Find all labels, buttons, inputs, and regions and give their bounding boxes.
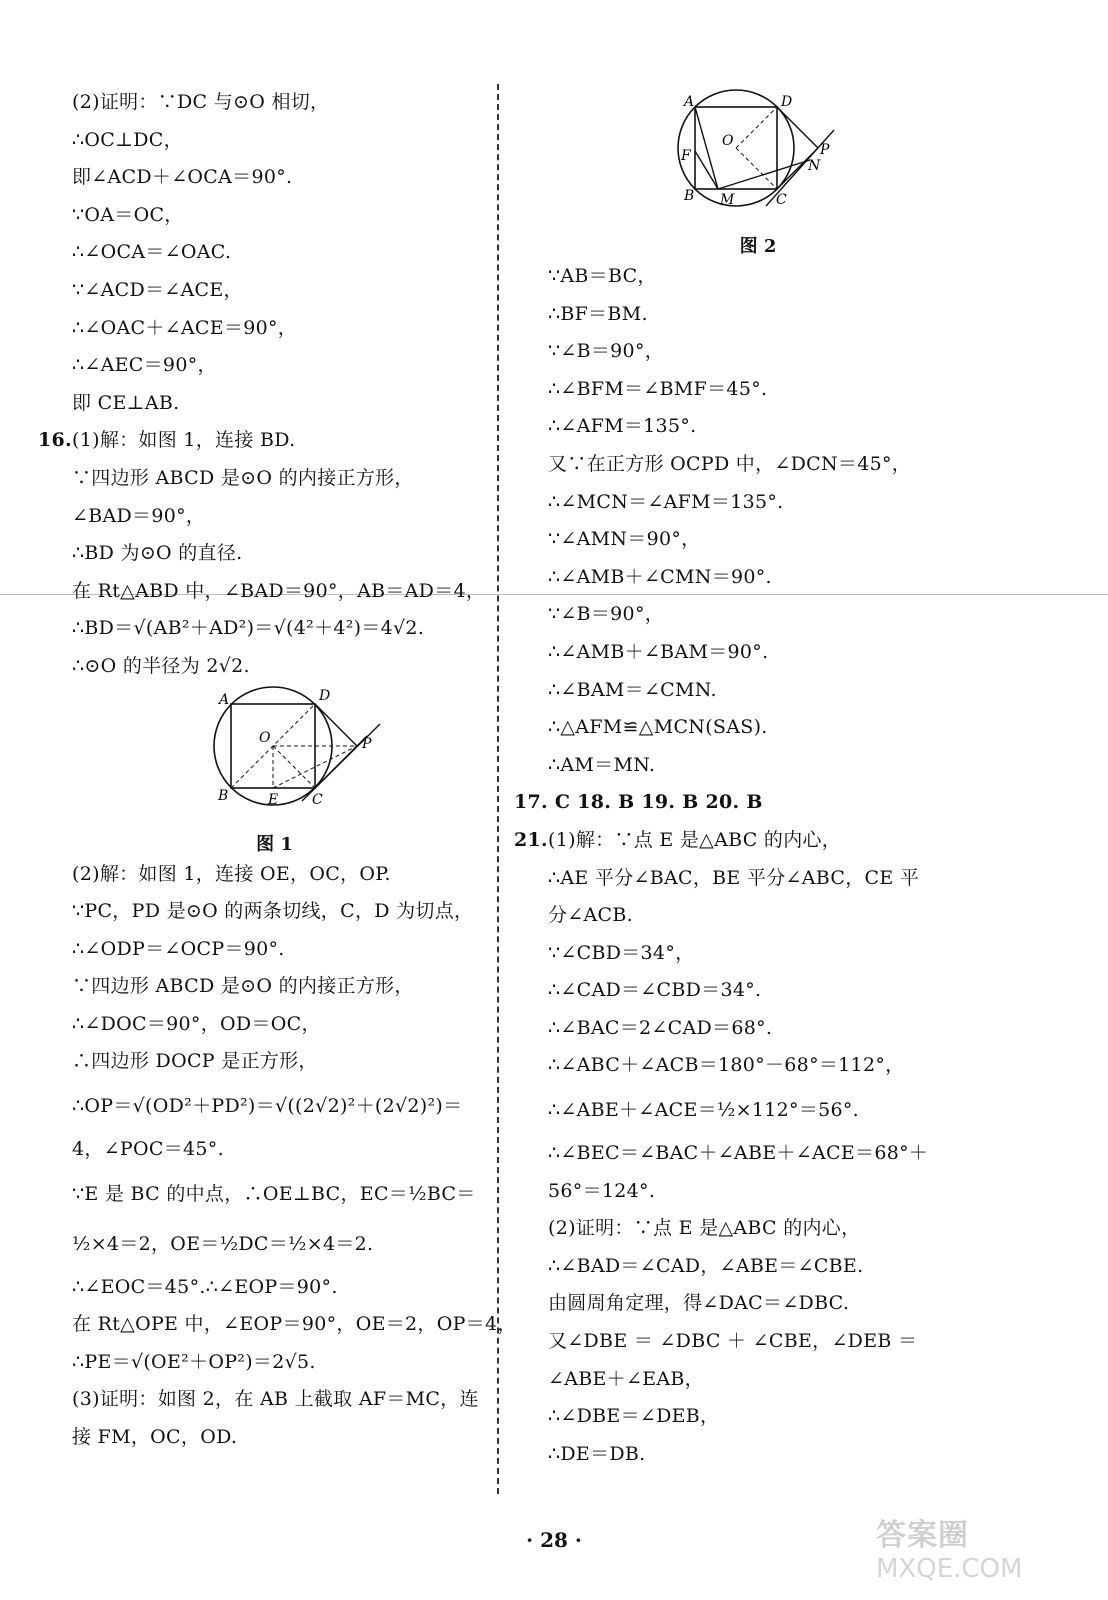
text-line: ∠ABE＋∠EAB， bbox=[548, 1367, 704, 1390]
figure-2-caption: 图 2 bbox=[739, 236, 777, 257]
text-line: 56°＝124°. bbox=[548, 1179, 656, 1202]
figure-1-caption: 图 1 bbox=[256, 833, 293, 855]
page-number: · 28 · bbox=[526, 1528, 582, 1552]
text-line: ∴∠BAC＝2∠CAD＝68°. bbox=[548, 1016, 773, 1039]
fig1-label-e: E bbox=[268, 791, 279, 808]
text-line: (1)解：∵点 E 是△ABC 的内心， bbox=[548, 828, 842, 851]
text-line: 又∠DBE ＝ ∠DBC ＋ ∠CBE，∠DEB ＝ bbox=[548, 1330, 918, 1353]
text-line: ∴AE 平分∠BAC，BE 平分∠ABC，CE 平 bbox=[548, 866, 920, 889]
text-line: ∴∠BAM＝∠CMN. bbox=[548, 678, 717, 701]
question-21-line bbox=[514, 822, 968, 860]
fig1-label-a: A bbox=[219, 691, 230, 708]
text-line: ∴PE＝√(OE²＋OP²)＝2√5. bbox=[72, 1350, 316, 1373]
fig2-label-b: B bbox=[684, 188, 695, 204]
left-column bbox=[38, 84, 517, 1457]
text-line: (3)证明：如图 2，在 AB 上截取 AF＝MC，连 bbox=[72, 1388, 479, 1411]
fig2-label-o: O bbox=[722, 133, 734, 149]
question-number: 21. bbox=[514, 828, 548, 851]
figure-2 bbox=[548, 88, 968, 258]
text-line: 即∠ACD＋∠OCA＝90°. bbox=[72, 166, 293, 189]
watermark-logo bbox=[876, 1510, 1086, 1590]
text-line: ∴∠MCN＝∠AFM＝135°. bbox=[548, 490, 784, 513]
text-line: ∴⊙O 的半径为 2√2. bbox=[72, 654, 250, 677]
text-line: ∵∠B＝90°， bbox=[548, 603, 665, 626]
figure-1 bbox=[62, 686, 487, 856]
text-line: ∴∠OAC＋∠ACE＝90°， bbox=[72, 316, 298, 339]
multiple-choice-answers: 17. C 18. B 19. B 20. B bbox=[514, 791, 763, 814]
text-line: ∴∠DOC＝90°，OD＝OC， bbox=[72, 1012, 321, 1035]
text-line: ∴AM＝MN. bbox=[548, 753, 656, 776]
right-column bbox=[514, 88, 968, 1473]
fig2-label-p: P bbox=[820, 142, 830, 158]
text-line: ∴BD＝√(AB²＋AD²)＝√(4²＋4²)＝4√2. bbox=[72, 617, 425, 640]
text-line: ∴BD 为⊙O 的直径. bbox=[72, 542, 243, 565]
text-line: ∴∠AFM＝135°. bbox=[548, 415, 697, 438]
text-line: ∵PC，PD 是⊙O 的两条切线，C，D 为切点， bbox=[72, 900, 474, 923]
text-line: ½×4＝2，OE＝½DC＝½×4＝2. bbox=[72, 1232, 374, 1255]
text-line: ∴△AFM≌△MCN(SAS). bbox=[548, 716, 768, 739]
text-line: ∴∠ABE＋∠ACE＝½×112°＝56°. bbox=[548, 1099, 860, 1122]
watermark-text: 答案圈 bbox=[876, 1518, 969, 1553]
text-line: ∴DE＝DB. bbox=[548, 1442, 646, 1465]
text-line: ∴∠ABC＋∠ACB＝180°－68°＝112°， bbox=[548, 1054, 905, 1077]
text-line: 又∵在正方形 OCPD 中，∠DCN＝45°， bbox=[548, 452, 912, 475]
text-line: 在 Rt△OPE 中，∠EOP＝90°，OE＝2，OP＝4， bbox=[72, 1313, 517, 1336]
text-line: (2)证明：∵点 E 是△ABC 的内心， bbox=[548, 1217, 861, 1240]
question-number: 16. bbox=[38, 429, 72, 452]
text-line: 即 CE⊥AB. bbox=[72, 391, 180, 414]
text-line: ∴OP＝√(OD²＋PD²)＝√((2√2)²＋(2√2)²)＝ bbox=[72, 1095, 463, 1118]
text-line: ∵OA＝OC， bbox=[72, 203, 184, 226]
text-line: 由圆周角定理，得∠DAC＝∠DBC. bbox=[548, 1292, 850, 1315]
text-line: ∴BF＝BM. bbox=[548, 302, 648, 325]
text-line: ∴∠BFM＝∠BMF＝45°. bbox=[548, 377, 768, 400]
text-line: (2)解：如图 1，连接 OE，OC，OP. bbox=[72, 862, 391, 885]
fig2-label-d: D bbox=[781, 94, 793, 110]
text-line: ∵∠B＝90°， bbox=[548, 340, 665, 363]
text-line: (2)证明：∵DC 与⊙O 相切， bbox=[72, 91, 330, 113]
text-line: ∴∠BEC＝∠BAC＋∠ABE＋∠ACE＝68°＋ bbox=[548, 1142, 929, 1165]
fig2-label-f: F bbox=[681, 148, 691, 164]
figure-2-diagram bbox=[548, 88, 968, 228]
question-16-line bbox=[38, 422, 487, 460]
text-line: ∴∠CAD＝∠CBD＝34°. bbox=[548, 979, 762, 1002]
text-line: ∵∠AMN＝90°， bbox=[548, 528, 701, 551]
fig2-label-c: C bbox=[776, 192, 787, 208]
text-line: ∴OC⊥DC， bbox=[72, 128, 183, 151]
text-line: ∴∠BAD＝∠CAD，∠ABE＝∠CBE. bbox=[548, 1254, 864, 1277]
fig1-label-o: O bbox=[259, 729, 271, 746]
text-line: ∴∠ODP＝∠OCP＝90°. bbox=[72, 937, 285, 960]
text-line: ∠BAD＝90°， bbox=[72, 504, 206, 527]
text-line: 在 Rt△ABD 中，∠BAD＝90°，AB＝AD＝4， bbox=[72, 579, 486, 602]
fig2-label-a: A bbox=[684, 94, 695, 110]
text-line: 接 FM，OC，OD. bbox=[72, 1426, 238, 1449]
figure-1-diagram bbox=[62, 686, 487, 826]
text-line: ∵四边形 ABCD 是⊙O 的内接正方形， bbox=[72, 466, 414, 489]
text-line: ∴∠AMB＋∠BAM＝90°. bbox=[548, 640, 769, 663]
text-line: ∴∠AMB＋∠CMN＝90°. bbox=[548, 565, 772, 588]
text-line: ∴∠AEC＝90°， bbox=[72, 354, 217, 377]
fig2-label-m: M bbox=[720, 192, 735, 208]
fig1-label-b: B bbox=[218, 787, 229, 804]
text-line: ∴∠OCA＝∠OAC. bbox=[72, 241, 232, 264]
text-line: (1)解：如图 1，连接 BD. bbox=[72, 429, 296, 452]
text-line: 4，∠POC＝45°. bbox=[72, 1138, 224, 1161]
text-line: ∵E 是 BC 的中点，∴OE⊥BC，EC＝½BC＝ bbox=[72, 1182, 476, 1205]
text-line: ∵∠CBD＝34°， bbox=[548, 941, 695, 964]
watermark-url: MXQE.COM bbox=[876, 1554, 1023, 1584]
text-line: ∵∠ACD＝∠ACE， bbox=[72, 278, 243, 301]
text-line: ∴四边形 DOCP 是正方形， bbox=[72, 1050, 318, 1073]
fig1-label-c: C bbox=[312, 791, 323, 808]
text-line: 分∠ACB. bbox=[548, 904, 633, 927]
column-divider bbox=[497, 84, 499, 1494]
text-line: ∴∠EOC＝45°.∴∠EOP＝90°. bbox=[72, 1275, 338, 1298]
text-line: ∵四边形 ABCD 是⊙O 的内接正方形， bbox=[72, 975, 414, 998]
fig2-label-n: N bbox=[808, 158, 821, 174]
fig1-label-d: D bbox=[319, 687, 331, 704]
text-line: ∴∠DBE＝∠DEB， bbox=[548, 1405, 720, 1428]
text-line: ∵AB＝BC， bbox=[548, 265, 657, 287]
fig1-label-p: P bbox=[362, 735, 372, 752]
